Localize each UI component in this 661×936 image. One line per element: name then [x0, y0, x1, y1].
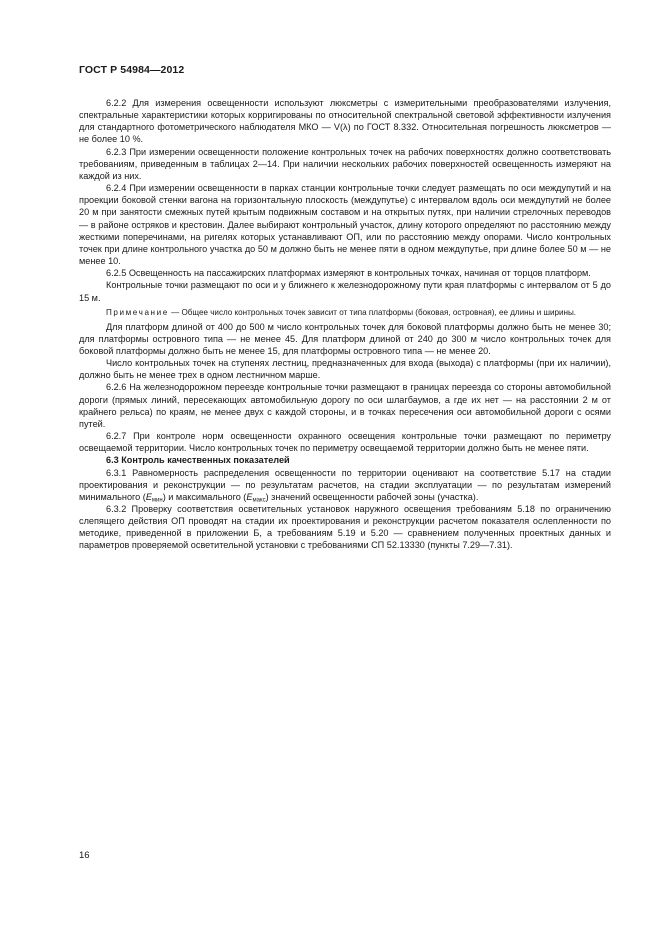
- subscript-min: мин: [151, 497, 163, 504]
- paragraph-6-2-5: 6.2.5 Освещенность на пассажирских платформах измеряют в контрольных точках, начиная от торцов платформ.: [106, 268, 591, 279]
- paragraph-6-3-2: 6.3.2 Проверку соответствия осветительных установок наружного освещения требованиям 5.18 по ограничению слепящего действия ОП проводят на стадии их проектирования и реконструкции расчетом показателя ослепленности по методике, приведенной в приложении Б, а требованиям 5.19 и 5.20 — сравнением полученных проектных данных и параметров проверяемой осветительной установки с требованиями СП 52.13330 (пункты 7.29—7.31).: [79, 504, 611, 551]
- note: [79, 307, 611, 318]
- symbol-e-min: E: [145, 491, 152, 502]
- paragraph-6-2-4: 6.2.4 При измерении освещенности в парках станции контрольные точки следует размещать по оси междупутий и на проекции боковой стенки вагона на горизонтальную плоскость (междупутье) с интервалом вдоль оси междупутий не более 20 м при занятости смежных путей крытым подвижным составом и на открытых путях, при наличии стрелочных переводов — в районе остряков и крестовин. Далее выбирают контрольный участок, длину которого определяют по расстоянию между жесткими поперечинами, на ригелях которых устанавливают ОП, или по расстоянию между опорами. Число контрольных точек при длине контрольного участка до 50 м должно быть не менее пяти в одном междупутье, при длине более 50 м — не менее 10.: [79, 183, 611, 267]
- paragraph-6-3-1-part-b: ) и максимального (: [162, 491, 247, 502]
- paragraph-6-2-6: 6.2.6 На железнодорожном переезде контрольные точки размещают в границах переезда со стороны автомобильной дороги (прямых линий, пересекающих автомобильную дорогу по оси шлагбаумов, а где их нет — на расстоянии 2 м от крайнего рельса) по краям, не менее двух с каждой стороны, и в точках пересечения оси автомобильной дороги с осями путей.: [79, 382, 611, 429]
- document-header: ГОСТ Р 54984—2012: [79, 64, 185, 76]
- paragraph-6-2-3: 6.2.3 При измерении освещенности положение контрольных точек на рабочих поверхностях должно соответствовать требованиям, приведенным в таблицах 2—14. При наличии нескольких рабочих поверхностей освещенность измеряют на каждой из них.: [79, 146, 611, 181]
- paragraph-6-3-1: [79, 467, 611, 503]
- note-text: — Общее число контрольных точек зависит от типа платформы (боковая, островная), ее длины и ширины.: [168, 307, 577, 317]
- paragraph-6-3-1-part-a: 6.3.1 Равномерность распределения освещенности по территории оценивают на соответствие 5.17 на стадии проектирования и реконструкции — по результатам расчетов, на стадии эксплуатации — по результатам измерений минимального (: [79, 467, 611, 502]
- paragraph-6-2-5-lengths: Для платформ длиной от 400 до 500 м число контрольных точек для боковой платформы должно быть не менее 30; для платформы островного типа — не менее 45. Для платформ длиной от 240 до 300 м число контрольных точек для боковой платформы должно быть не менее 15, для платформы островного типа — не менее 20.: [79, 321, 611, 356]
- paragraph-6-2-2: 6.2.2 Для измерения освещенности используют люксметры с измерительными преобразователями излучения, спектральные характеристики которых корригированы по относительной спектральной световой эффективности излучения для стандартного фотометрического наблюдателя МКО — V(λ) по ГОСТ 8.332. Относительная погрешность люксметров — не более 10 %.: [79, 98, 611, 145]
- page-number: 16: [79, 850, 90, 861]
- document-body: [79, 97, 611, 552]
- section-heading-6-3: 6.3 Контроль качественных показателей: [106, 455, 290, 466]
- subscript-max: макс: [252, 497, 266, 504]
- paragraph-6-2-5-points: Контрольные точки размещают по оси и у ближнего к железнодорожному пути края платформы с интервалом от 5 до 15 м.: [79, 280, 611, 303]
- paragraph-6-2-7: 6.2.7 При контроле норм освещенности охранного освещения контрольные точки размещают по периметру освещаемой территории. Число контрольных точек по периметру освещаемой территории должно быть не менее пяти.: [79, 431, 611, 454]
- note-label: Примечание: [106, 307, 169, 317]
- symbol-e-max: E: [246, 491, 253, 502]
- paragraph-6-3-1-part-c: ) значений освещенности рабочей зоны (участка).: [265, 491, 479, 502]
- paragraph-6-2-5-stairs: Число контрольных точек на ступенях лестниц, предназначенных для входа (выхода) с платформы (при их наличии), должно быть не менее трех в одном лестничном марше.: [79, 358, 611, 381]
